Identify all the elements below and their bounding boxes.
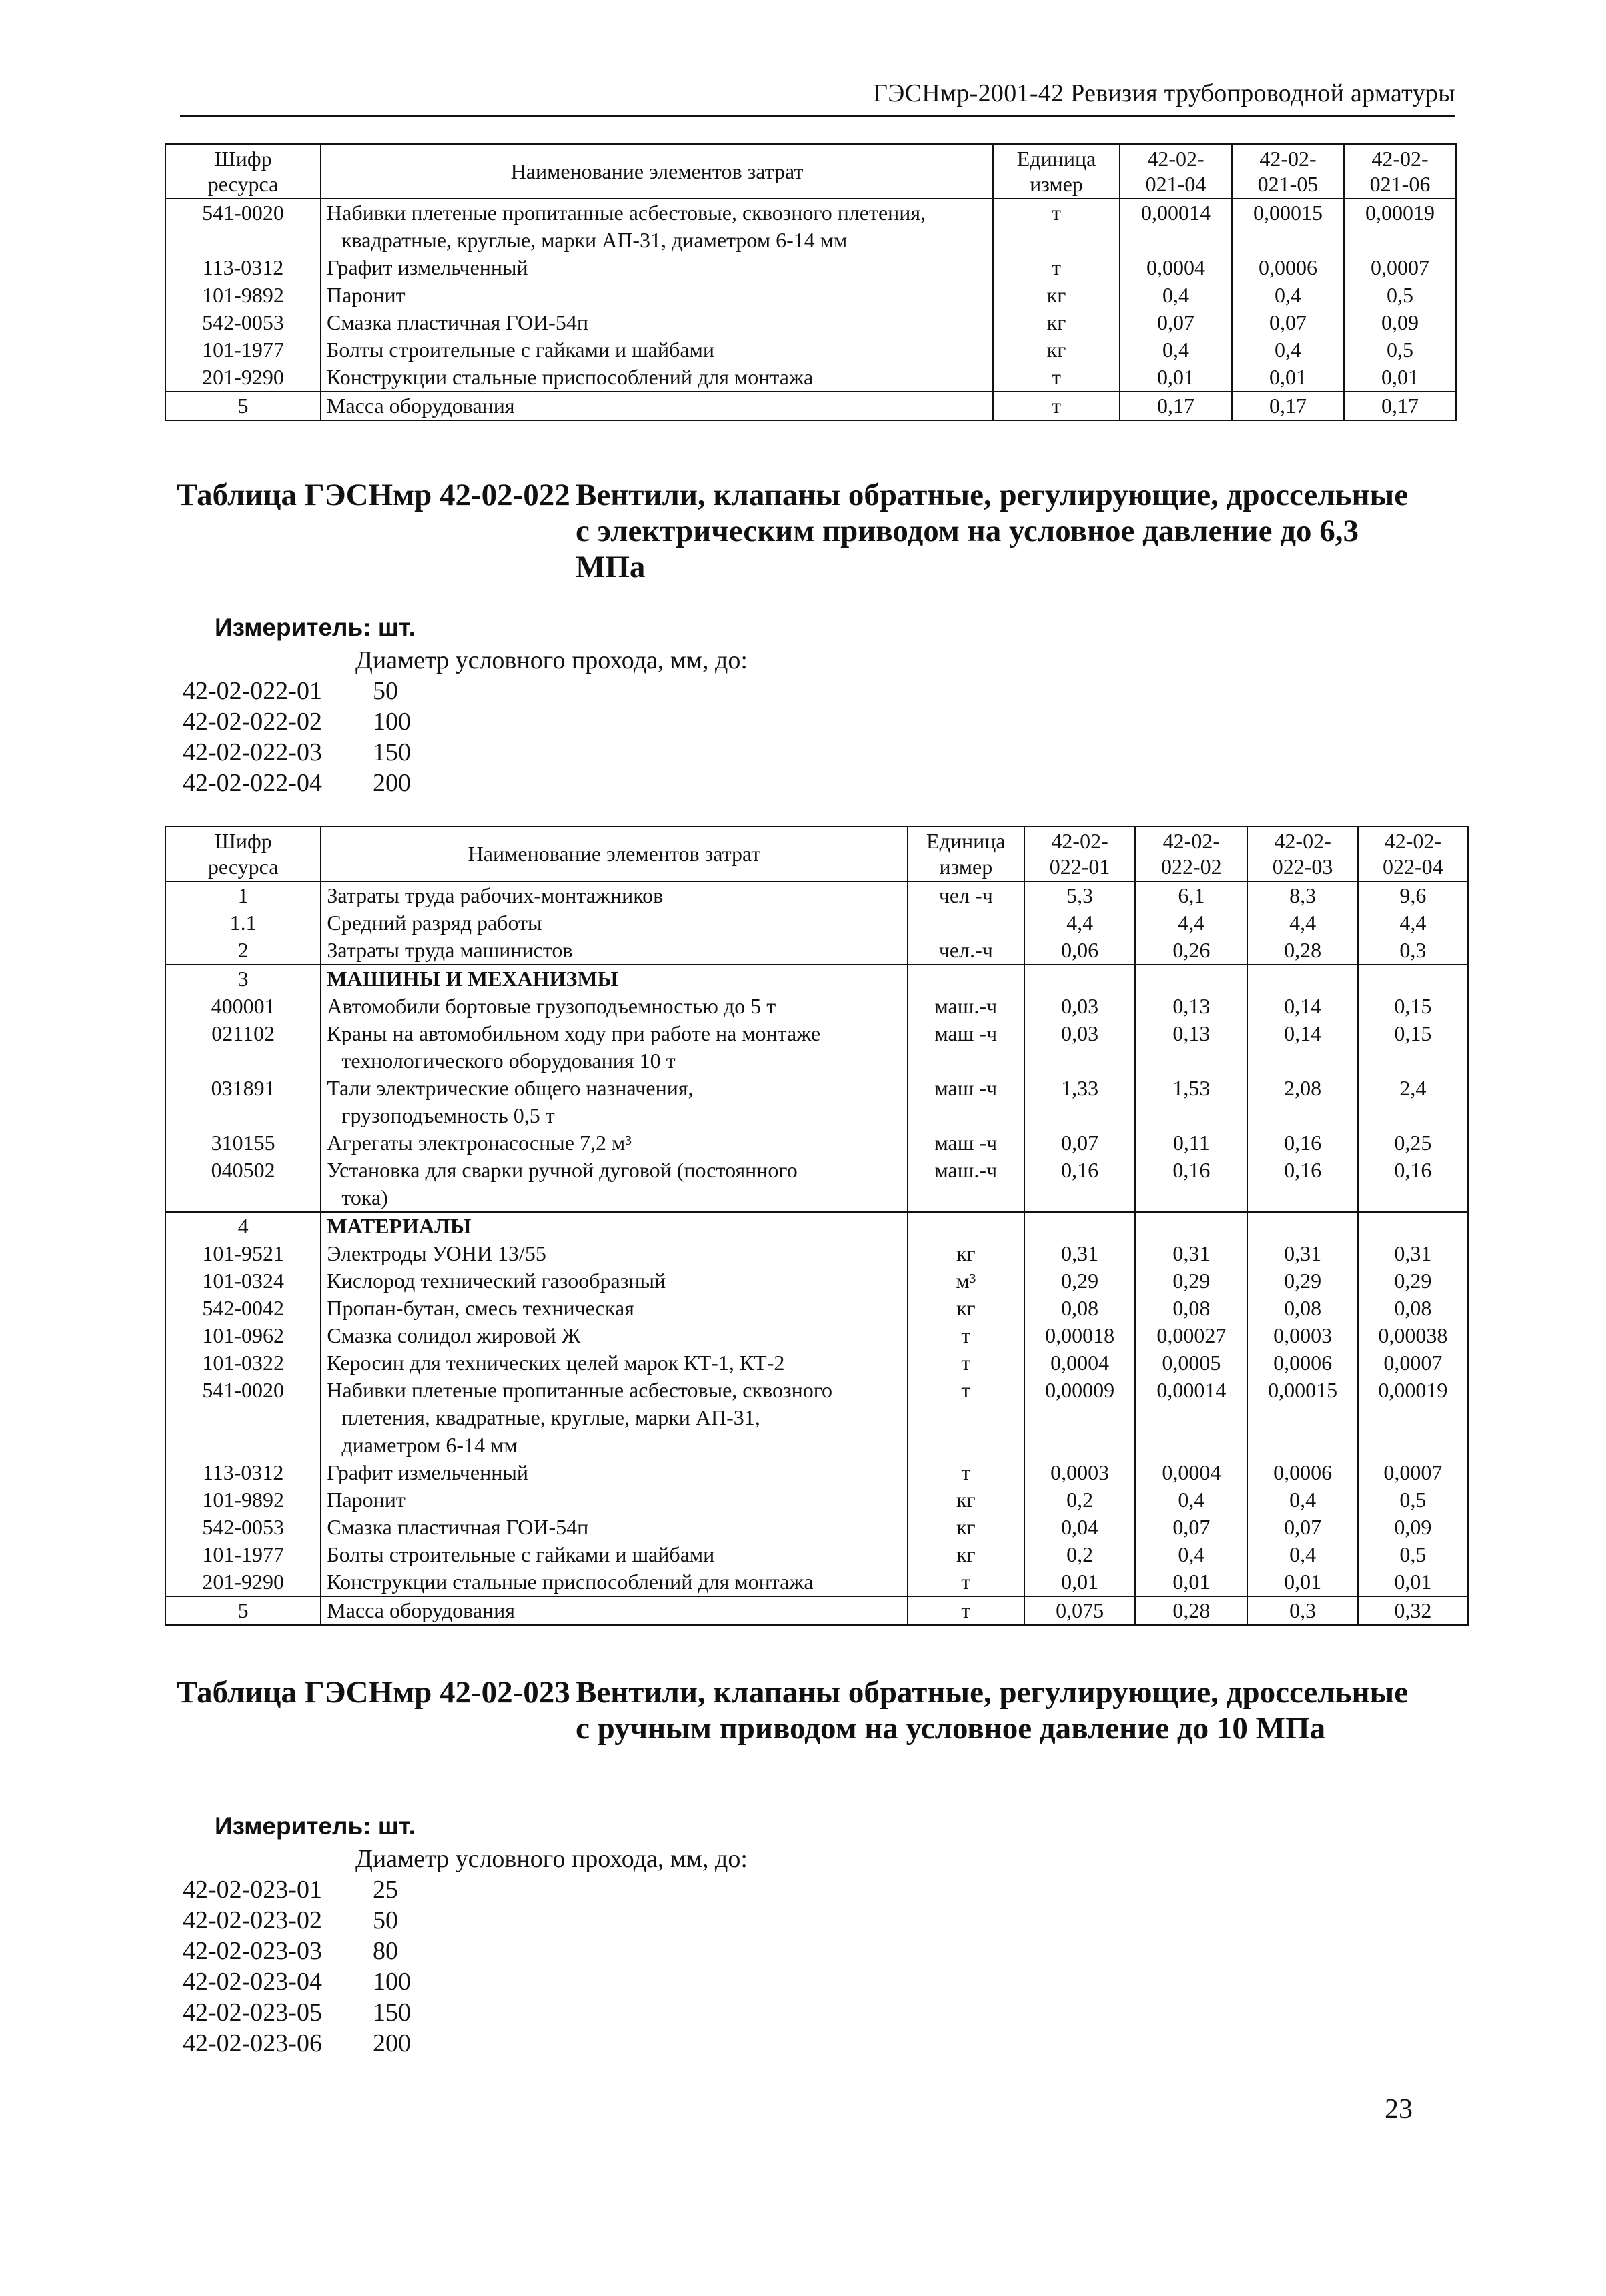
cell-name: МАШИНЫ И МЕХАНИЗМЫ bbox=[321, 965, 907, 993]
table-row bbox=[165, 1295, 1468, 1322]
list-item: 42-02-022-02 100 bbox=[183, 708, 411, 736]
cell-unit: маш.-ч bbox=[908, 1157, 1024, 1212]
cell-value: 0,4 bbox=[1247, 1486, 1357, 1514]
table-row bbox=[165, 909, 1468, 937]
diameter-caption: Диаметр условного прохода, мм, до: bbox=[355, 1845, 748, 1873]
cell-value: 0,15 bbox=[1358, 1020, 1468, 1075]
cell-value: 0,00038 bbox=[1358, 1322, 1468, 1349]
list-item: 42-02-022-04 200 bbox=[183, 769, 411, 797]
cell-unit: кг bbox=[993, 336, 1120, 364]
header-norm: 42-02- 022-03 bbox=[1247, 826, 1357, 881]
table-row bbox=[165, 309, 1456, 336]
cell-name: Керосин для технических целей марок КТ-1, КТ-2 bbox=[321, 1349, 907, 1377]
cell-value: 0,4 bbox=[1135, 1486, 1247, 1514]
list-item: 42-02-023-04 100 bbox=[183, 1968, 411, 1996]
cell-value: 0,2 bbox=[1024, 1486, 1135, 1514]
cell-code: 101-0962 bbox=[165, 1322, 321, 1349]
table-label: Таблица ГЭСНмр 42-02-022 bbox=[177, 478, 570, 512]
cell-unit: т bbox=[993, 199, 1120, 254]
header-code: Шифр ресурса bbox=[165, 144, 321, 199]
table-row bbox=[165, 281, 1456, 309]
cell-unit: т bbox=[993, 254, 1120, 281]
cell-name: Болты строительные с гайками и шайбами bbox=[321, 336, 993, 364]
cell-code: 400001 bbox=[165, 993, 321, 1020]
cell-value: 0,4 bbox=[1120, 281, 1232, 309]
cell-value: 8,3 bbox=[1247, 881, 1357, 909]
cell-name: Пропан-бутан, смесь техническая bbox=[321, 1295, 907, 1322]
list-item: 42-02-023-05 150 bbox=[183, 1998, 411, 2027]
header-norm: 42-02- 021-06 bbox=[1344, 144, 1456, 199]
cell-unit: т bbox=[908, 1459, 1024, 1486]
table-row bbox=[165, 881, 1468, 909]
cell-value: 0,0003 bbox=[1024, 1459, 1135, 1486]
cell-name: Смазка пластичная ГОИ-54п bbox=[321, 1514, 907, 1541]
list-item: 42-02-023-06 200 bbox=[183, 2029, 411, 2057]
cell-name: Конструкции стальные приспособлений для монтажа bbox=[321, 364, 993, 392]
list-item: 42-02-023-01 25 bbox=[183, 1876, 398, 1904]
table-header-row bbox=[165, 826, 1468, 881]
cell-value bbox=[1024, 1212, 1135, 1240]
table-row bbox=[165, 1349, 1468, 1377]
cell-value: 0,00009 bbox=[1024, 1377, 1135, 1459]
table-row bbox=[165, 1377, 1468, 1459]
cell-value: 0,5 bbox=[1344, 281, 1456, 309]
cell-value: 0,08 bbox=[1247, 1295, 1357, 1322]
table-row bbox=[165, 1459, 1468, 1486]
table-row bbox=[165, 1020, 1468, 1075]
cell-unit bbox=[908, 965, 1024, 993]
table-heading-022 bbox=[177, 477, 1484, 590]
cell-value: 0,32 bbox=[1358, 1596, 1468, 1625]
table-row bbox=[165, 1486, 1468, 1514]
header-name: Наименование элементов затрат bbox=[321, 826, 907, 881]
cell-value: 0,16 bbox=[1247, 1157, 1357, 1212]
cell-value: 0,3 bbox=[1247, 1596, 1357, 1625]
cell-value: 0,07 bbox=[1024, 1129, 1135, 1157]
cell-value: 0,01 bbox=[1024, 1568, 1135, 1596]
cell-value: 0,13 bbox=[1135, 1020, 1247, 1075]
cell-code: 310155 bbox=[165, 1129, 321, 1157]
cell-value: 0,075 bbox=[1024, 1596, 1135, 1625]
cell-code: 542-0053 bbox=[165, 309, 321, 336]
cell-name: Затраты труда машинистов bbox=[321, 937, 907, 965]
measure-unit: Измеритель: шт. bbox=[215, 614, 416, 641]
running-header: ГЭСНмр-2001-42 Ревизия трубопроводной арматуры bbox=[872, 79, 1455, 107]
cell-value: 0,26 bbox=[1135, 937, 1247, 965]
cell-code: 101-9892 bbox=[165, 1486, 321, 1514]
cell-unit: маш -ч bbox=[908, 1020, 1024, 1075]
table-header-row bbox=[165, 144, 1456, 199]
cell-value: 0,00014 bbox=[1135, 1377, 1247, 1459]
cell-value: 0,00027 bbox=[1135, 1322, 1247, 1349]
cell-name: Затраты труда рабочих-монтажников bbox=[321, 881, 907, 909]
cell-value: 0,29 bbox=[1247, 1267, 1357, 1295]
cell-unit: кг bbox=[993, 281, 1120, 309]
cell-value: 0,17 bbox=[1120, 392, 1232, 420]
cell-code: 2 bbox=[165, 937, 321, 965]
cell-value: 0,07 bbox=[1232, 309, 1344, 336]
cell-code: 201-9290 bbox=[165, 364, 321, 392]
table-row bbox=[165, 1514, 1468, 1541]
cell-value: 0,07 bbox=[1135, 1514, 1247, 1541]
cell-unit: т bbox=[908, 1596, 1024, 1625]
cell-value: 0,29 bbox=[1135, 1267, 1247, 1295]
cell-value: 0,00019 bbox=[1358, 1377, 1468, 1459]
cell-code: 541-0020 bbox=[165, 199, 321, 254]
table-label: Таблица ГЭСНмр 42-02-023 bbox=[177, 1675, 570, 1710]
table-row bbox=[165, 1267, 1468, 1295]
cell-value: 0,2 bbox=[1024, 1541, 1135, 1568]
cell-unit: т bbox=[908, 1568, 1024, 1596]
cell-unit: т bbox=[993, 364, 1120, 392]
cell-name: Графит измельченный bbox=[321, 1459, 907, 1486]
cell-value: 0,16 bbox=[1024, 1157, 1135, 1212]
cell-value: 0,5 bbox=[1358, 1486, 1468, 1514]
cell-name: Краны на автомобильном ходу при работе на монтаже технологического оборудования 10 т bbox=[321, 1020, 907, 1075]
cell-value: 0,16 bbox=[1247, 1129, 1357, 1157]
cell-value: 1,33 bbox=[1024, 1075, 1135, 1129]
measure-unit: Измеритель: шт. bbox=[215, 1812, 416, 1840]
cell-code: 101-1977 bbox=[165, 336, 321, 364]
cell-name: Набивки плетеные пропитанные асбестовые, сквозного плетения, квадратные, круглые, марки АП-31, диаметром 6-14 мм bbox=[321, 1377, 907, 1459]
cell-value: 0,03 bbox=[1024, 1020, 1135, 1075]
header-unit: Единица измер bbox=[993, 144, 1120, 199]
cell-value: 0,08 bbox=[1024, 1295, 1135, 1322]
cell-value: 0,4 bbox=[1120, 336, 1232, 364]
cell-code: 101-0324 bbox=[165, 1267, 321, 1295]
cell-code: 101-0322 bbox=[165, 1349, 321, 1377]
cell-value: 0,0004 bbox=[1135, 1459, 1247, 1486]
cell-value: 0,17 bbox=[1232, 392, 1344, 420]
table-title: Вентили, клапаны обратные, регулирующие, дроссельные с электрическим приводом на условное давление до 6,3 МПа bbox=[576, 478, 1409, 584]
cell-code: 5 bbox=[165, 1596, 321, 1625]
cell-value: 0,0005 bbox=[1135, 1349, 1247, 1377]
table-row bbox=[165, 1596, 1468, 1625]
cell-unit: кг bbox=[908, 1514, 1024, 1541]
cell-value bbox=[1024, 965, 1135, 993]
cell-value: 0,0006 bbox=[1247, 1459, 1357, 1486]
cell-unit: кг bbox=[908, 1486, 1024, 1514]
cell-value: 0,00018 bbox=[1024, 1322, 1135, 1349]
cell-name: Автомобили бортовые грузоподъемностью до 5 т bbox=[321, 993, 907, 1020]
table-row bbox=[165, 199, 1456, 254]
cell-value: 0,15 bbox=[1358, 993, 1468, 1020]
cell-unit: т bbox=[908, 1322, 1024, 1349]
table-title: Вентили, клапаны обратные, регулирующие, дроссельные с ручным приводом на условное давление до 10 МПа bbox=[576, 1675, 1409, 1746]
cell-code: 040502 bbox=[165, 1157, 321, 1212]
cell-code: 021102 bbox=[165, 1020, 321, 1075]
cell-value: 0,0003 bbox=[1247, 1322, 1357, 1349]
cell-code: 101-1977 bbox=[165, 1541, 321, 1568]
cell-name: Кислород технический газообразный bbox=[321, 1267, 907, 1295]
cell-value: 0,01 bbox=[1247, 1568, 1357, 1596]
norm-code-list bbox=[183, 1874, 411, 2059]
cell-unit: маш -ч bbox=[908, 1075, 1024, 1129]
table-body bbox=[165, 881, 1468, 1625]
cell-value: 0,09 bbox=[1344, 309, 1456, 336]
cell-value: 0,0007 bbox=[1358, 1349, 1468, 1377]
cell-value: 0,28 bbox=[1135, 1596, 1247, 1625]
norm-code-list bbox=[183, 676, 411, 798]
cell-value: 0,14 bbox=[1247, 1020, 1357, 1075]
header-norm: 42-02- 022-02 bbox=[1135, 826, 1247, 881]
table-row bbox=[165, 937, 1468, 965]
cell-value: 0,29 bbox=[1024, 1267, 1135, 1295]
cell-value: 0,01 bbox=[1232, 364, 1344, 392]
cell-code: 113-0312 bbox=[165, 254, 321, 281]
cell-code: 031891 bbox=[165, 1075, 321, 1129]
cell-value: 0,07 bbox=[1120, 309, 1232, 336]
cell-code: 4 bbox=[165, 1212, 321, 1240]
table-row bbox=[165, 336, 1456, 364]
cell-value: 4,4 bbox=[1135, 909, 1247, 937]
cell-value: 0,16 bbox=[1135, 1157, 1247, 1212]
cell-name: Электроды УОНИ 13/55 bbox=[321, 1240, 907, 1267]
page-number: 23 bbox=[1385, 2094, 1413, 2125]
cell-value: 0,25 bbox=[1358, 1129, 1468, 1157]
cell-value: 0,01 bbox=[1358, 1568, 1468, 1596]
cell-unit: чел -ч bbox=[908, 881, 1024, 909]
cell-value: 0,3 bbox=[1358, 937, 1468, 965]
cell-unit: маш.-ч bbox=[908, 993, 1024, 1020]
cell-value: 4,4 bbox=[1358, 909, 1468, 937]
table-row bbox=[165, 254, 1456, 281]
cell-code: 101-9521 bbox=[165, 1240, 321, 1267]
table-row bbox=[165, 392, 1456, 420]
cell-code: 541-0020 bbox=[165, 1377, 321, 1459]
header-name: Наименование элементов затрат bbox=[321, 144, 993, 199]
cell-code: 5 bbox=[165, 392, 321, 420]
table-row bbox=[165, 1129, 1468, 1157]
cell-value bbox=[1358, 1212, 1468, 1240]
cell-value: 0,31 bbox=[1358, 1240, 1468, 1267]
cell-value: 0,0006 bbox=[1232, 254, 1344, 281]
cell-value: 0,4 bbox=[1232, 336, 1344, 364]
cell-value: 0,31 bbox=[1135, 1240, 1247, 1267]
cell-value: 0,0007 bbox=[1344, 254, 1456, 281]
list-item: 42-02-023-03 80 bbox=[183, 1937, 398, 1965]
cell-value: 0,17 bbox=[1344, 392, 1456, 420]
cell-value: 0,00015 bbox=[1247, 1377, 1357, 1459]
cell-unit: м³ bbox=[908, 1267, 1024, 1295]
table-row bbox=[165, 364, 1456, 392]
cell-value: 0,14 bbox=[1247, 993, 1357, 1020]
cell-value: 0,09 bbox=[1358, 1514, 1468, 1541]
cell-value bbox=[1358, 965, 1468, 993]
cell-unit: т bbox=[908, 1377, 1024, 1459]
cell-value: 5,3 bbox=[1024, 881, 1135, 909]
cell-code: 542-0042 bbox=[165, 1295, 321, 1322]
header-unit: Единица измер bbox=[908, 826, 1024, 881]
cell-value: 4,4 bbox=[1247, 909, 1357, 937]
table-row bbox=[165, 1075, 1468, 1129]
cell-value: 0,31 bbox=[1024, 1240, 1135, 1267]
table-body bbox=[165, 199, 1456, 420]
cell-name: Болты строительные с гайками и шайбами bbox=[321, 1541, 907, 1568]
cell-code: 101-9892 bbox=[165, 281, 321, 309]
cell-value: 0,08 bbox=[1358, 1295, 1468, 1322]
cell-value bbox=[1247, 965, 1357, 993]
cell-name: Конструкции стальные приспособлений для монтажа bbox=[321, 1568, 907, 1596]
table-heading-023 bbox=[177, 1674, 1484, 1754]
cell-value: 0,00014 bbox=[1120, 199, 1232, 254]
table-row bbox=[165, 1541, 1468, 1568]
cell-value bbox=[1247, 1212, 1357, 1240]
cell-code: 1 bbox=[165, 881, 321, 909]
cell-value: 0,00015 bbox=[1232, 199, 1344, 254]
cell-name: Графит измельченный bbox=[321, 254, 993, 281]
cell-name: Паронит bbox=[321, 1486, 907, 1514]
cell-name: Смазка солидол жировой Ж bbox=[321, 1322, 907, 1349]
cost-table-021 bbox=[165, 143, 1457, 421]
section-row bbox=[165, 1212, 1468, 1240]
cell-value: 0,28 bbox=[1247, 937, 1357, 965]
cell-value: 0,5 bbox=[1344, 336, 1456, 364]
cell-value: 0,5 bbox=[1358, 1541, 1468, 1568]
cell-name: Средний разряд работы bbox=[321, 909, 907, 937]
cell-value: 0,29 bbox=[1358, 1267, 1468, 1295]
cell-value: 0,4 bbox=[1247, 1541, 1357, 1568]
list-item: 42-02-022-03 150 bbox=[183, 738, 411, 766]
cell-code: 113-0312 bbox=[165, 1459, 321, 1486]
cell-code: 3 bbox=[165, 965, 321, 993]
cell-value: 0,00019 bbox=[1344, 199, 1456, 254]
diameter-caption: Диаметр условного прохода, мм, до: bbox=[355, 646, 748, 674]
cell-unit: кг bbox=[908, 1295, 1024, 1322]
cell-name: Установка для сварки ручной дуговой (постоянного тока) bbox=[321, 1157, 907, 1212]
cell-name: Набивки плетеные пропитанные асбестовые, сквозного плетения, квадратные, круглые, марки АП-31, диаметром 6-14 мм bbox=[321, 199, 993, 254]
cell-unit: кг bbox=[908, 1240, 1024, 1267]
cell-value: 0,01 bbox=[1135, 1568, 1247, 1596]
cell-name: Смазка пластичная ГОИ-54п bbox=[321, 309, 993, 336]
cell-value: 0,16 bbox=[1358, 1157, 1468, 1212]
cell-unit bbox=[908, 909, 1024, 937]
cell-name: Тали электрические общего назначения, грузоподъемность 0,5 т bbox=[321, 1075, 907, 1129]
cell-name: МАТЕРИАЛЫ bbox=[321, 1212, 907, 1240]
cell-unit: кг bbox=[908, 1541, 1024, 1568]
cell-value: 0,11 bbox=[1135, 1129, 1247, 1157]
table-row bbox=[165, 1240, 1468, 1267]
header-norm: 42-02- 021-04 bbox=[1120, 144, 1232, 199]
cost-table-022 bbox=[165, 826, 1469, 1626]
cell-unit bbox=[908, 1212, 1024, 1240]
cell-value: 0,04 bbox=[1024, 1514, 1135, 1541]
cell-name: Паронит bbox=[321, 281, 993, 309]
list-item: 42-02-023-02 50 bbox=[183, 1906, 398, 1934]
table-row bbox=[165, 1322, 1468, 1349]
section-row bbox=[165, 965, 1468, 993]
table-row bbox=[165, 993, 1468, 1020]
cell-value: 0,07 bbox=[1247, 1514, 1357, 1541]
cell-value: 0,0007 bbox=[1358, 1459, 1468, 1486]
cell-value: 6,1 bbox=[1135, 881, 1247, 909]
header-code: Шифр ресурса bbox=[165, 826, 321, 881]
cell-value: 0,03 bbox=[1024, 993, 1135, 1020]
cell-code: 201-9290 bbox=[165, 1568, 321, 1596]
cell-value: 0,01 bbox=[1120, 364, 1232, 392]
cell-value: 2,08 bbox=[1247, 1075, 1357, 1129]
cell-unit: т bbox=[993, 392, 1120, 420]
cell-code: 1.1 bbox=[165, 909, 321, 937]
cell-unit: кг bbox=[993, 309, 1120, 336]
cell-value: 0,13 bbox=[1135, 993, 1247, 1020]
header-norm: 42-02- 022-04 bbox=[1358, 826, 1468, 881]
cell-value: 0,4 bbox=[1232, 281, 1344, 309]
cell-value: 2,4 bbox=[1358, 1075, 1468, 1129]
table-row bbox=[165, 1568, 1468, 1596]
cell-value: 0,0006 bbox=[1247, 1349, 1357, 1377]
cell-value bbox=[1135, 1212, 1247, 1240]
table-row bbox=[165, 1157, 1468, 1212]
cell-name: Агрегаты электронасосные 7,2 м³ bbox=[321, 1129, 907, 1157]
header-norm: 42-02- 022-01 bbox=[1024, 826, 1135, 881]
cell-unit: маш -ч bbox=[908, 1129, 1024, 1157]
cell-value: 0,08 bbox=[1135, 1295, 1247, 1322]
cell-unit: т bbox=[908, 1349, 1024, 1377]
cell-value: 0,01 bbox=[1344, 364, 1456, 392]
header-norm: 42-02- 021-05 bbox=[1232, 144, 1344, 199]
cell-value: 9,6 bbox=[1358, 881, 1468, 909]
cell-value: 0,06 bbox=[1024, 937, 1135, 965]
cell-value: 0,31 bbox=[1247, 1240, 1357, 1267]
cell-name: Масса оборудования bbox=[321, 392, 993, 420]
cell-value: 0,4 bbox=[1135, 1541, 1247, 1568]
header-rule bbox=[180, 115, 1455, 117]
list-item: 42-02-022-01 50 bbox=[183, 677, 398, 705]
cell-unit: чел.-ч bbox=[908, 937, 1024, 965]
cell-value: 0,0004 bbox=[1120, 254, 1232, 281]
cell-name: Масса оборудования bbox=[321, 1596, 907, 1625]
cell-value: 4,4 bbox=[1024, 909, 1135, 937]
cell-value: 1,53 bbox=[1135, 1075, 1247, 1129]
cell-value bbox=[1135, 965, 1247, 993]
cell-value: 0,0004 bbox=[1024, 1349, 1135, 1377]
cell-code: 542-0053 bbox=[165, 1514, 321, 1541]
